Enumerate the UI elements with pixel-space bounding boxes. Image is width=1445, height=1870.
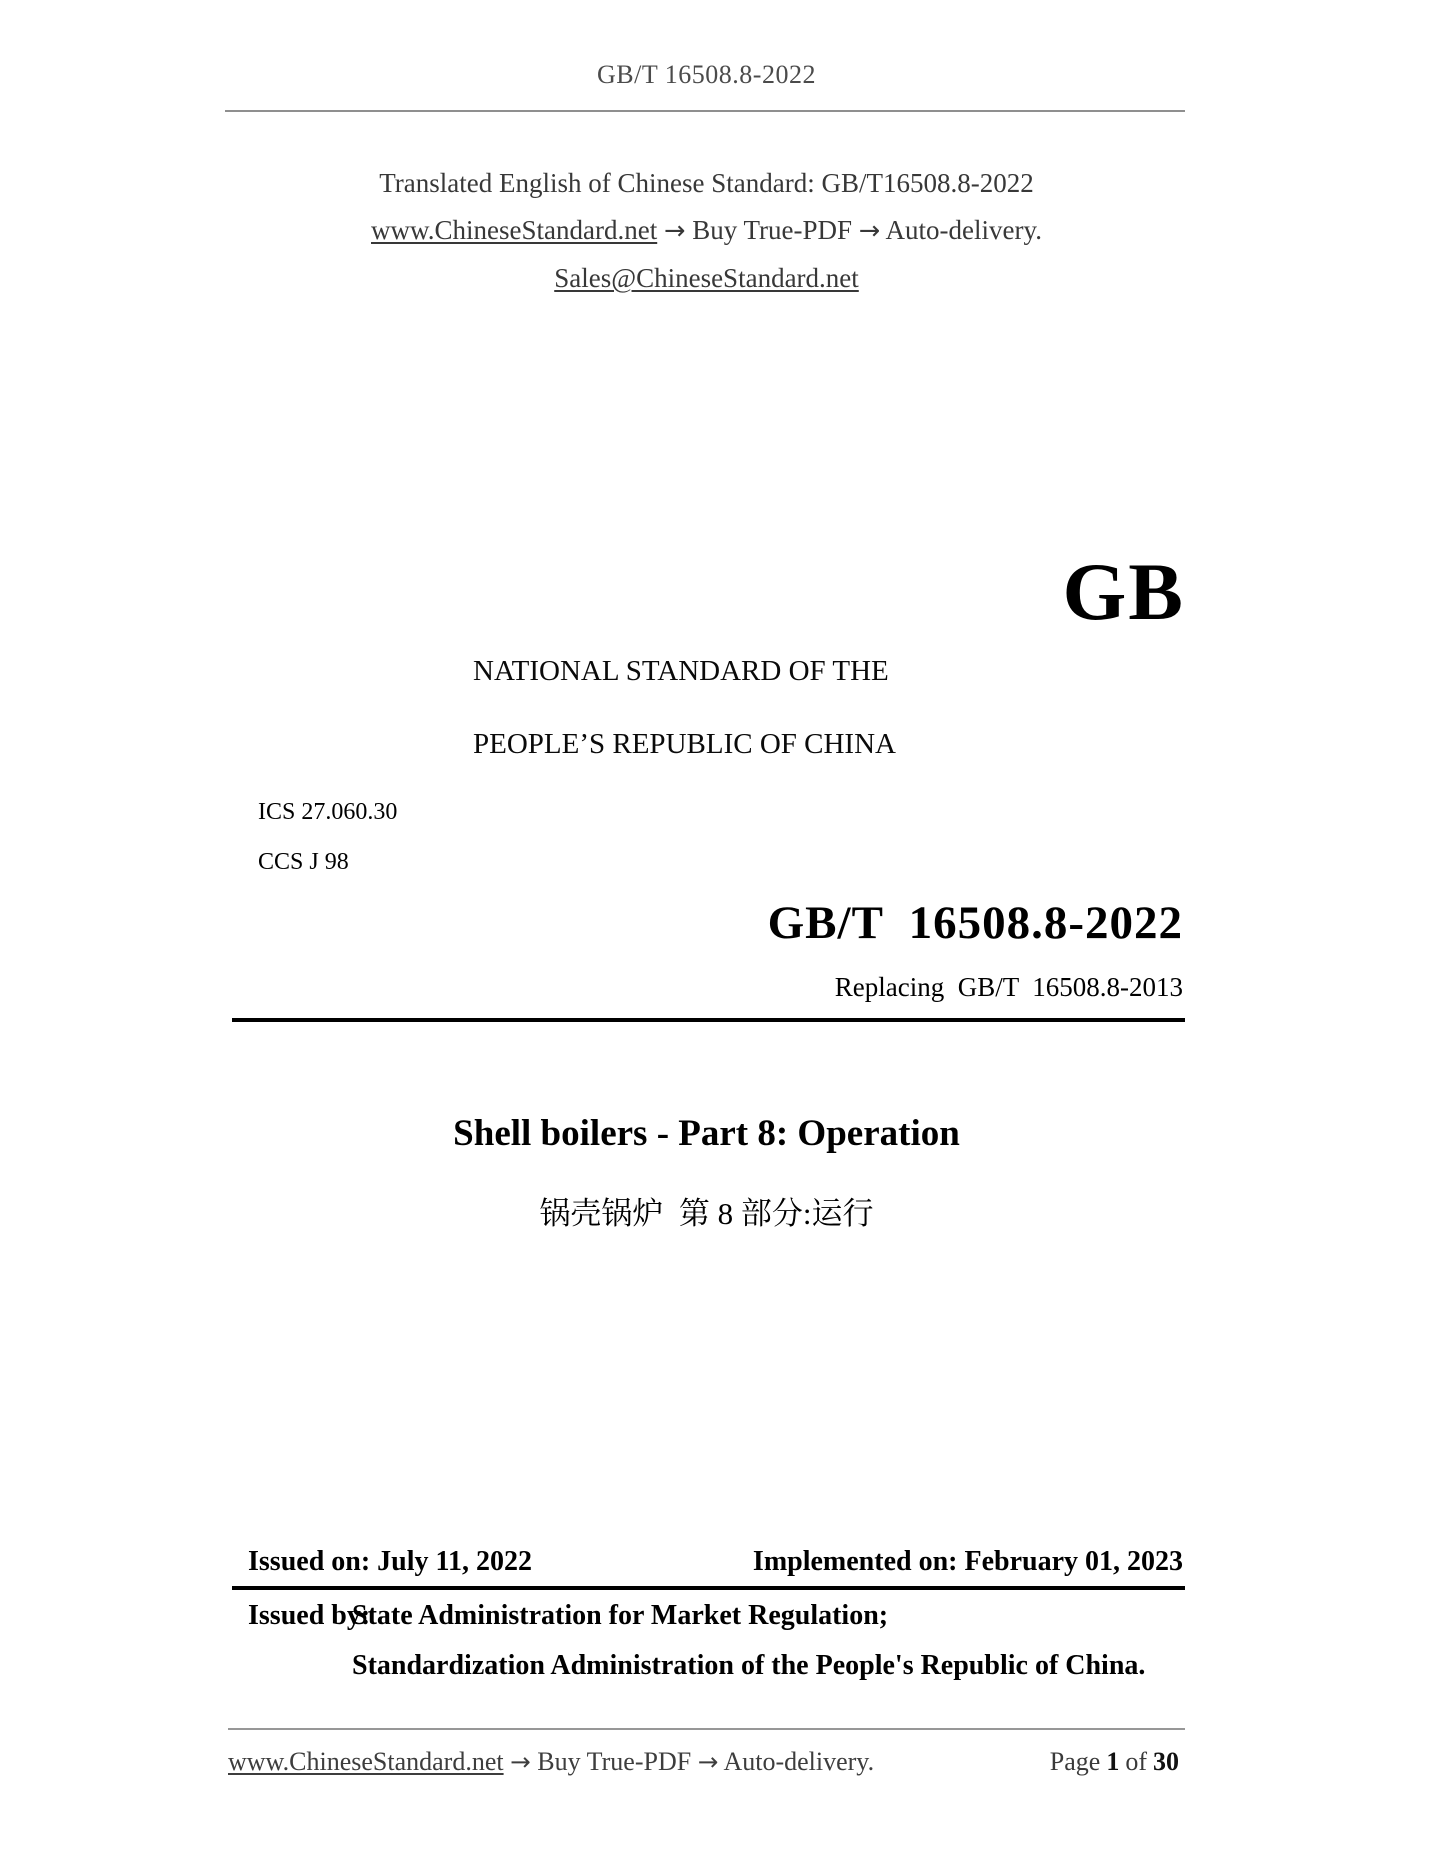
issued-on-text: Issued on: July 11, 2022 <box>248 1546 532 1577</box>
replacing-note: Replacing GB/T 16508.8-2013 <box>834 972 1183 1002</box>
arrow-icon: → <box>697 1747 719 1776</box>
of-label: of <box>1125 1747 1147 1776</box>
issued-by-label: Issued by: <box>248 1600 371 1631</box>
page-footer <box>228 1747 1185 1777</box>
page-indicator <box>1050 1747 1185 1777</box>
ccs-code: CCS J 98 <box>258 849 349 875</box>
buy-truepdf-text: Buy True-PDF <box>692 215 853 245</box>
page-number: 1 <box>1106 1747 1120 1776</box>
arrow-icon: → <box>663 216 686 246</box>
standard-number-divider <box>232 1018 1185 1022</box>
auto-delivery-text: Auto-delivery. <box>885 215 1042 245</box>
issuer-line-2: Standardization Administration of the People's Republic of China. <box>352 1650 1146 1681</box>
gb-logo: GB <box>1062 546 1185 637</box>
page-label: Page <box>1049 1747 1101 1776</box>
implemented-on-text: Implemented on: February 01, 2023 <box>752 1546 1183 1577</box>
ics-code: ICS 27.060.30 <box>258 799 398 825</box>
issuer-line-1: State Administration for Market Regulation; <box>352 1600 889 1631</box>
email-link[interactable]: Sales@ChineseStandard.net <box>554 263 859 293</box>
arrow-icon: → <box>858 216 881 246</box>
standard-number: GB/T 16508.8-2022 <box>767 897 1183 949</box>
issuance-divider <box>232 1586 1185 1590</box>
website-link[interactable]: www.ChineseStandard.net <box>371 215 658 245</box>
footer-purchase-line <box>228 1747 874 1777</box>
intro-block <box>228 160 1185 302</box>
arrow-icon: → <box>510 1747 531 1776</box>
footer-buy-text: Buy True-PDF <box>537 1747 692 1776</box>
page-total: 30 <box>1153 1747 1179 1776</box>
intro-line-purchase <box>228 207 1185 255</box>
header-divider <box>225 110 1185 112</box>
running-header-doc-number: GB/T 16508.8-2022 <box>597 60 816 89</box>
national-standard-line-2: PEOPLE’S REPUBLIC OF CHINA <box>473 728 896 760</box>
footer-delivery-text: Auto-delivery. <box>723 1747 875 1776</box>
intro-line-email <box>228 255 1185 302</box>
document-title-en: Shell boilers - Part 8: Operation <box>453 1113 960 1154</box>
issuance-dates-row <box>248 1546 1183 1578</box>
national-standard-line-1: NATIONAL STANDARD OF THE <box>473 655 889 687</box>
document-title-zh: 锅壳锅炉 第 8 部分:运行 <box>539 1196 874 1231</box>
footer-website-link[interactable]: www.ChineseStandard.net <box>228 1747 504 1776</box>
footer-divider <box>228 1728 1185 1730</box>
intro-line-translated: Translated English of Chinese Standard: GB/T16508.8-2022 <box>379 168 1034 198</box>
